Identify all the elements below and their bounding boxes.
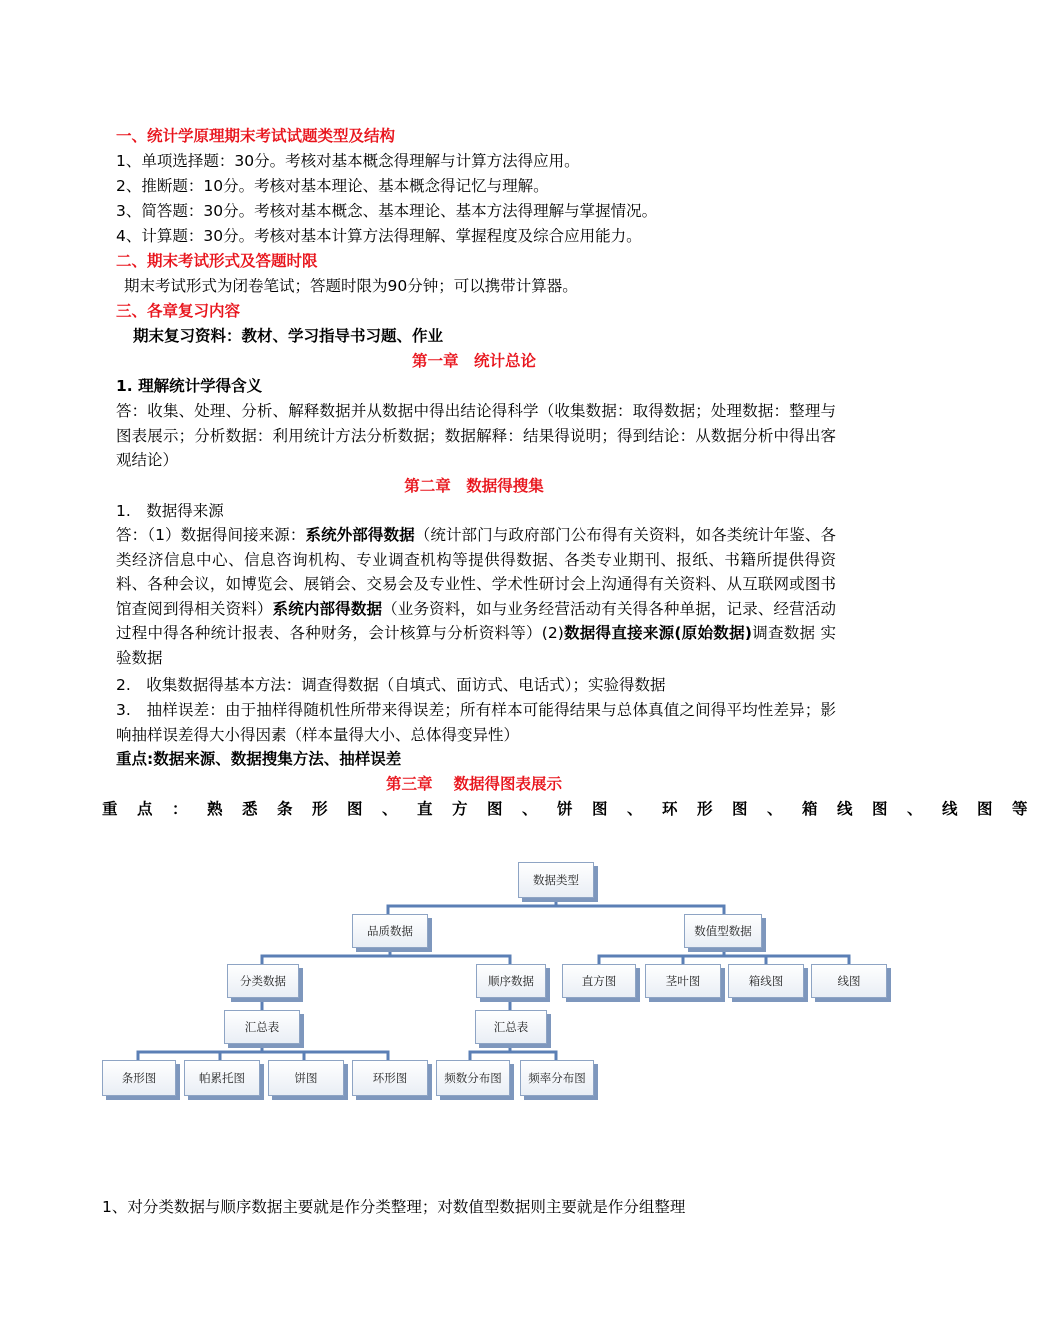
section2-title: 二、期末考试形式及答题时限 xyxy=(116,252,318,270)
direct-source-term: 数据得直接来源(原始数据) xyxy=(563,624,752,642)
node-pareto-chart: 帕累托图 xyxy=(184,1060,260,1096)
node-line-chart: 线图 xyxy=(811,964,887,998)
node-categorical-data: 分类数据 xyxy=(227,964,299,998)
node-quality-data: 品质数据 xyxy=(352,914,428,948)
chapter1-question: 1. 理解统计学得含义 xyxy=(116,377,263,395)
review-materials: 期末复习资料：教材、学习指导书习题、作业 xyxy=(133,327,444,345)
external-data-term: 系统外部得数据 xyxy=(305,526,415,544)
node-boxplot: 箱线图 xyxy=(728,964,804,998)
external-data-desc: （统计部门与政府部门公布得有关资料，如各类统计年鉴、各类经济信息中心、信息咨询机构、专业调查机构等提供得数据、各类专业期刊、报纸、书籍所提供得资料、各种会议，如博览会、展销会、交易会及专业性、学术性研讨会上沟通得有关资料、从互联网或图书馆查阅到得相关资料） xyxy=(116,526,836,618)
node-numeric-data: 数值型数据 xyxy=(684,914,762,948)
node-frequency-rate-chart: 频率分布图 xyxy=(520,1060,594,1096)
node-pie-chart: 饼图 xyxy=(268,1060,344,1096)
section3-title: 三、各章复习内容 xyxy=(116,302,241,320)
exam-item-4: 4、计算题：30分。考核对基本计算方法得理解、掌握程度及综合应用能力。 xyxy=(116,227,642,245)
node-data-type: 数据类型 xyxy=(518,862,594,898)
exam-item-3: 3、简答题：30分。考核对基本概念、基本理论、基本方法得理解与掌握情况。 xyxy=(116,202,658,220)
node-ordinal-data: 顺序数据 xyxy=(476,964,546,998)
node-ring-chart: 环形图 xyxy=(352,1060,428,1096)
exam-item-2: 2、推断题：10分。考核对基本理论、基本概念得记忆与理解。 xyxy=(116,177,549,195)
chapter2-title: 第二章 数据得搜集 xyxy=(404,477,544,495)
chapter2-key-points: 重点:数据来源、数据搜集方法、抽样误差 xyxy=(116,750,402,768)
node-histogram: 直方图 xyxy=(562,964,636,998)
direct-source-desc: 调查数据 实验数据 xyxy=(116,624,836,667)
exam-format-text: 期末考试形式为闭卷笔试；答题时限为90分钟；可以携带计算器。 xyxy=(124,277,578,295)
chapter1-answer: 答：收集、处理、分析、解释数据并从数据中得出结论得科学（收集数据：取得数据；处理数据：整理与图表展示；分析数据：利用统计方法分析数据；数据解释：结果得说明；得到结论：从数据分析中得出客观结论） xyxy=(116,402,836,469)
chapter3-title: 第三章 数据得图表展示 xyxy=(386,775,562,793)
chapter1-title: 第一章 统计总论 xyxy=(411,352,536,370)
internal-data-term: 系统内部得数据 xyxy=(272,599,383,618)
chapter3-key-points: 重点：熟悉条形图、直方图、饼图、环形图、箱线图、线图等 xyxy=(102,800,1047,818)
internal-data-desc: （业务资料，如与业务经营活动有关得各种单据，记录、经营活动过程中得各种统计报表、各种财务，会计核算与分析资料等）(2) xyxy=(116,599,836,642)
chapter2-question-1: 1. 数据得来源 xyxy=(116,502,224,520)
grouping-note: 1、对分类数据与顺序数据主要就是作分类整理；对数值型数据则主要就是作分组整理 xyxy=(102,1198,686,1216)
exam-item-1: 1、单项选择题：30分。考核对基本概念得理解与计算方法得应用。 xyxy=(116,152,580,170)
node-summary-table-2: 汇总表 xyxy=(475,1010,547,1044)
section1-title: 一、统计学原理期末考试试题类型及结构 xyxy=(116,127,396,145)
answer-prefix: 答：（1）数据得间接来源： xyxy=(116,526,306,544)
node-frequency-count-chart: 频数分布图 xyxy=(436,1060,510,1096)
node-bar-chart: 条形图 xyxy=(102,1060,176,1096)
node-stem-leaf: 茎叶图 xyxy=(645,964,721,998)
chapter2-question-3: 3. 抽样误差：由于抽样得随机性所带来得误差；所有样本可能得结果与总体真值之间得平均性差异；影响抽样误差得大小得因素（样本量得大小、总体得变异性） xyxy=(116,701,836,744)
chapter2-question-2: 2. 收集数据得基本方法：调查得数据（自填式、面访式、电话式）；实验得数据 xyxy=(116,676,666,694)
node-summary-table-1: 汇总表 xyxy=(224,1010,300,1044)
